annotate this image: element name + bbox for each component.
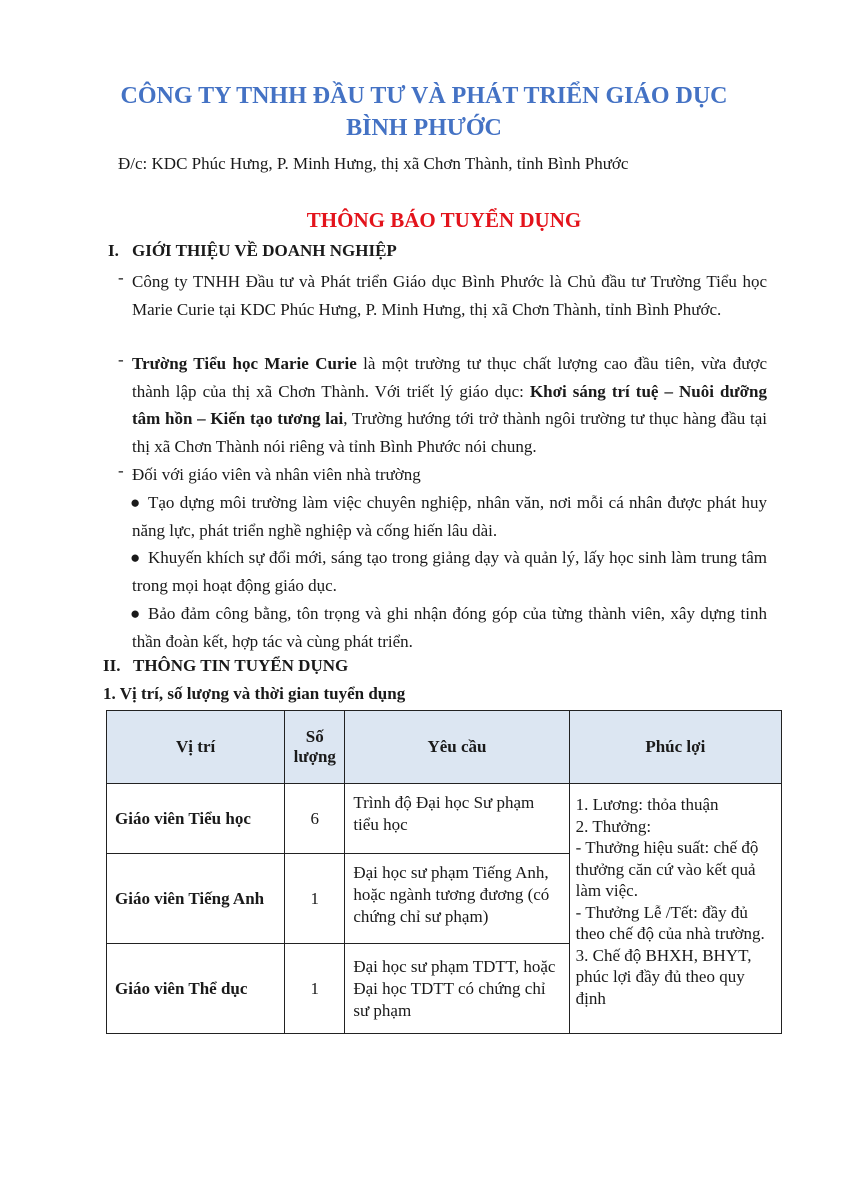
paragraph-2-text-a: là một trường tư thục chất lượng cao đầu tiên, vừa được thành lập của thị xã Chơn Thành. Với triết lý giáo dục: (132, 354, 767, 401)
position-cell: Giáo viên Tiếng Anh (107, 854, 285, 944)
header-quantity: Số lượng (285, 711, 345, 784)
header-benefits: Phúc lợi (569, 711, 781, 784)
company-address: Đ/c: KDC Phúc Hưng, P. Minh Hưng, thị xã Chơn Thành, tỉnh Bình Phước (118, 154, 629, 173)
benefit-line: - Thưởng Lễ /Tết: đầy đủ theo chế độ của nhà trường. (575, 902, 765, 943)
bullet-icon: ● (130, 493, 141, 512)
company-name-line2: BÌNH PHƯỚC (346, 115, 502, 141)
bullet-icon: ● (130, 604, 141, 623)
quantity-cell: 1 (285, 854, 345, 944)
recruitment-table (106, 710, 782, 1034)
section1-title: GIỚI THIỆU VỀ DOANH NGHIỆP (132, 241, 397, 260)
subsection1-number: 1. (103, 684, 116, 703)
benefit-line: 3. Chế độ BHXH, BHYT, phúc lợi đầy đủ theo quy định (575, 945, 752, 1008)
bullet-icon: ● (130, 548, 141, 567)
section2-number: II. (103, 656, 121, 675)
bullet-text-3: Bảo đảm công bằng, tôn trọng và ghi nhận đóng góp của từng thành viên, xây dựng tinh thần đoàn kết, hợp tác và cùng phát triển. (132, 604, 767, 651)
subsection1-heading (103, 684, 405, 704)
school-name: Trường Tiểu học Marie Curie (132, 354, 357, 373)
dash-marker: - (118, 350, 124, 369)
quantity-cell: 6 (285, 784, 345, 854)
intro-paragraph-1: Công ty TNHH Đầu tư và Phát triển Giáo dục Bình Phước là Chủ đầu tư Trường Tiểu học Marie Curie tại KDC Phúc Hưng, P. Minh Hưng, thị xã Chơn Thành, tỉnh Bình Phước. (132, 272, 767, 319)
benefits-cell (569, 784, 781, 1034)
requirement-cell: Trình độ Đại học Sư phạm tiểu học (345, 784, 569, 854)
notice-title: THÔNG BÁO TUYỂN DỤNG (306, 208, 582, 232)
section1-heading (108, 241, 397, 261)
company-name (0, 80, 848, 144)
position-cell: Giáo viên Thể dục (107, 944, 285, 1034)
bullet-text-1: Tạo dựng môi trường làm việc chuyên nghiệp, nhân văn, nơi mỗi cá nhân được phát huy năng lực, phát triển nghề nghiệp và cống hiến lâu dài. (132, 493, 767, 540)
bullet-text-2: Khuyến khích sự đổi mới, sáng tạo trong giảng dạy và quản lý, lấy học sinh làm trung tâm trong mọi hoạt động giáo dục. (132, 548, 767, 595)
benefit-line: 1. Lương: thỏa thuận (575, 795, 719, 814)
table-row (107, 784, 782, 854)
section1-number: I. (108, 241, 119, 260)
benefit-line: 2. Thưởng: (575, 816, 652, 836)
section2-title: THÔNG TIN TUYỂN DỤNG (133, 656, 349, 675)
education-motto: Khơi sáng trí tuệ – Nuôi dưỡng tâm hồn – Kiến tạo tương lai (132, 381, 767, 428)
requirement-cell: Đại học sư phạm Tiếng Anh, hoặc ngành tương đương (có chứng chỉ sư phạm) (345, 854, 569, 944)
header-requirement: Yêu cầu (345, 711, 569, 784)
quantity-cell: 1 (285, 944, 345, 1034)
dash-marker: - (118, 461, 124, 480)
table-header-row (107, 711, 782, 784)
dash-marker: - (118, 268, 124, 287)
intro-paragraph-3: Đối với giáo viên và nhân viên nhà trường (132, 465, 421, 484)
company-name-line1: CÔNG TY TNHH ĐẦU TƯ VÀ PHÁT TRIỂN GIÁO DỤC (120, 83, 728, 109)
subsection1-title: Vị trí, số lượng và thời gian tuyển dụng (119, 684, 406, 703)
header-position: Vị trí (107, 711, 285, 784)
requirement-cell: Đại học sư phạm TDTT, hoặc Đại học TDTT có chứng chỉ sư phạm (345, 944, 569, 1034)
section2-heading (103, 656, 348, 676)
position-cell: Giáo viên Tiểu học (107, 784, 285, 854)
paragraph-2-text-b: , Trường hướng tới trở thành ngôi trường tư thục hàng đầu tại thị xã Chơn Thành nói riêng và tỉnh Bình Phước nói chung. (132, 409, 767, 456)
benefit-line: - Thưởng hiệu suất: chế độ thưởng căn cứ vào kết quả làm việc. (575, 838, 759, 900)
intro-paragraph-2 (132, 350, 767, 460)
